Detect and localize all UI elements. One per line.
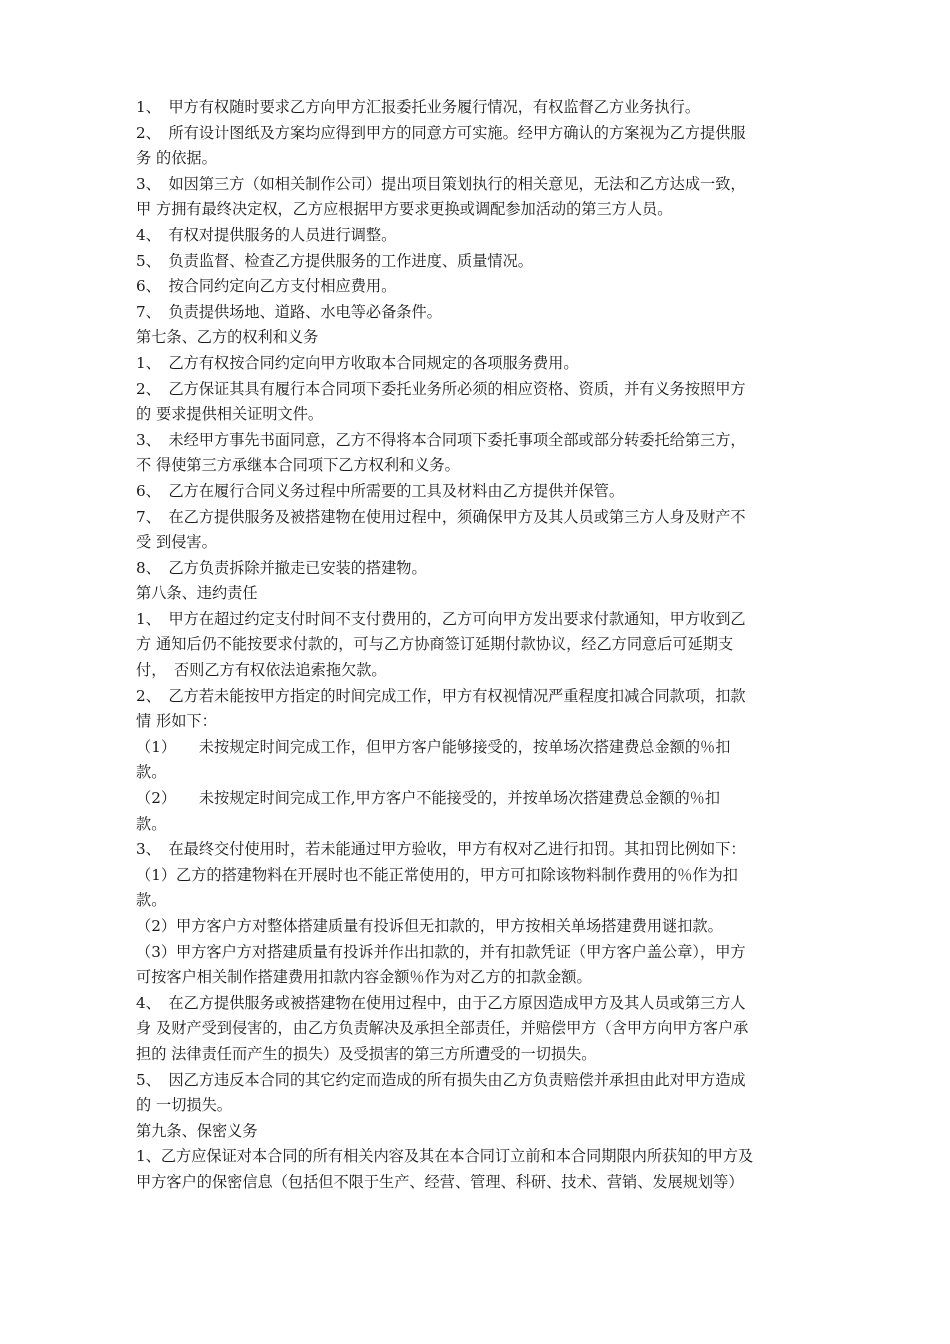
clause-text: 款。 <box>136 814 167 833</box>
contract-page <box>136 95 830 1196</box>
clause-text: 款。 <box>136 891 167 910</box>
clause-text: 的 要求提供相关证明文件。 <box>136 405 324 424</box>
clause-text: 甲 方拥有最终决定权，乙方应根据甲方要求更换或调配参加活动的第三方人员。 <box>136 200 673 219</box>
clause-text: （2）甲方客户方对整体搭建质量有投诉但无扣款的，甲方按相关单场搭建费用谜扣款。 <box>136 917 723 935</box>
clause-text: 身 及财产受到侵害的，由乙方负责解决及承担全部责任，并赔偿甲方（含甲方向甲方客户承 <box>136 1019 749 1038</box>
clause-text: 担的 法律责任而产生的损失）及受损害的第三方所遭受的一切损失。 <box>136 1044 597 1063</box>
clause-text: 方 通知后仍不能按要求付款的，可与乙方协商签订延期付款协议，经乙方同意后可延期支 <box>136 635 734 654</box>
clause-text: （2） 未按规定时间完成工作,甲方客户不能接受的，并按单场次搭建费总金额的％扣 <box>136 789 721 808</box>
clause-text: 7、 负责提供场地、道路、水电等必备条件。 <box>136 302 442 321</box>
clause-text: 2、 乙方保证其具有履行本合同项下委托业务所必须的相应资格、资质，并有义务按照甲方 <box>136 379 746 398</box>
clause-text: 2、 所有设计图纸及方案均应得到甲方的同意方可实施。经甲方确认的方案视为乙方提供服 <box>136 123 746 142</box>
clause-text: 3、 未经甲方事先书面同意，乙方不得将本合同项下委托事项全部或部分转委托给第三方， <box>136 430 746 449</box>
clause-text: 1、 甲方有权随时要求乙方向甲方汇报委托业务履行情况，有权监督乙方业务执行。 <box>136 98 701 116</box>
clause-text: 甲方客户的保密信息（包括但不限于生产、经营、管理、科研、技术、营销、发展规划等） <box>136 1172 744 1191</box>
clause-text: 6、 乙方在履行合同义务过程中所需要的工具及材料由乙方提供并保管。 <box>136 481 625 500</box>
clause-text: （1）乙方的搭建物料在开展时也不能正常使用的，甲方可扣除该物料制作费用的％作为扣 <box>136 865 738 884</box>
clause-text: 受 到侵害。 <box>136 533 217 552</box>
clause-text: 务 的依据。 <box>136 149 217 168</box>
clause-text: 4、 有权对提供服务的人员进行调整。 <box>136 225 397 244</box>
clause-text: 5、 因乙方违反本合同的其它约定而造成的所有损失由乙方负责赔偿并承担由此对甲方造成 <box>136 1070 746 1089</box>
clause-text: 7、 在乙方提供服务及被搭建物在使用过程中，须确保甲方及其人员或第三方人身及财产不 <box>136 507 746 526</box>
clause-text: 5、 负责监督、检查乙方提供服务的工作进度、质量情况。 <box>136 251 533 270</box>
clause-text: （1） 未按规定时间完成工作，但甲方客户能够接受的，按单场次搭建费总金额的％扣 <box>136 737 731 756</box>
clause-text: 款。 <box>136 763 167 782</box>
clause-text: 不 得使第三方承继本合同项下乙方权利和义务。 <box>136 456 460 475</box>
clause-text: 3、 在最终交付使用时，若未能通过甲方验收，甲方有权对乙进行扣罚。其扣罚比例如下： <box>136 840 746 859</box>
clause-text: （3）甲方客户方对搭建质量有投诉并作出扣款的，并有扣款凭证（甲方客户盖公章），甲方 <box>136 942 746 961</box>
clause-text: 4、 在乙方提供服务或被搭建物在使用过程中，由于乙方原因造成甲方及其人员或第三方人 <box>136 993 746 1012</box>
section-heading-article-7: 第七条、乙方的权利和义务 <box>136 328 319 347</box>
clause-text: 1、乙方应保证对本合同的所有相关内容及其在本合同订立前和本合同期限内所获知的甲方及 <box>136 1147 754 1166</box>
clause-text: 的 一切损失。 <box>136 1096 232 1115</box>
clause-text: 3、 如因第三方（如相关制作公司）提出项目策划执行的相关意见，无法和乙方达成一致， <box>136 174 746 193</box>
clause-text: 8、 乙方负责拆除并撤走已安装的搭建物。 <box>136 558 427 577</box>
clause-text: 可按客户相关制作搭建费用扣款内容金额％作为对乙方的扣款金额。 <box>136 968 592 987</box>
clause-text: 2、 乙方若未能按甲方指定的时间完成工作，甲方有权视情况严重程度扣减合同款项，扣款 <box>136 686 746 705</box>
clause-text: 6、 按合同约定向乙方支付相应费用。 <box>136 277 397 296</box>
clause-text: 1、 甲方在超过约定支付时间不支付费用的，乙方可向甲方发出要求付款通知，甲方收到乙 <box>136 609 746 628</box>
clause-text: 付， 否则乙方有权依法追索拖欠款。 <box>136 661 387 680</box>
clause-text: 1、 乙方有权按合同约定向甲方收取本合同规定的各项服务费用。 <box>136 353 579 372</box>
section-heading-article-9: 第九条、保密义务 <box>136 1121 258 1140</box>
section-heading-article-8: 第八条、违约责任 <box>136 584 258 603</box>
clause-text: 情 形如下： <box>136 712 217 731</box>
